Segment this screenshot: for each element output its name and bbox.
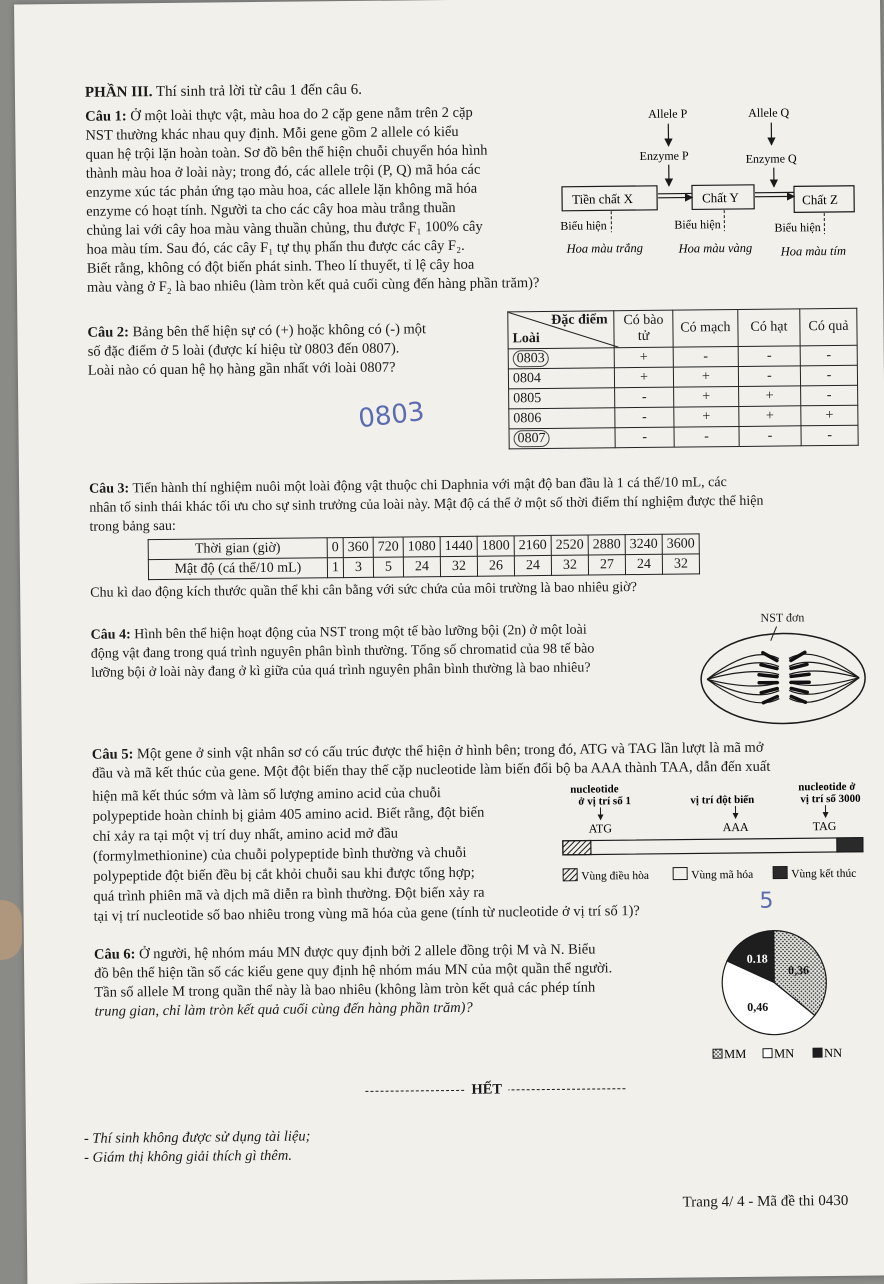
table-cell: + bbox=[739, 406, 801, 427]
table-cell: 1440 bbox=[440, 536, 477, 556]
table-cell: 0 bbox=[327, 538, 343, 558]
gene-structure-diagram bbox=[560, 778, 871, 891]
notes bbox=[84, 1127, 311, 1167]
table-cell: 3 bbox=[343, 557, 373, 577]
expression-label-x: Biểu hiện bbox=[560, 218, 606, 232]
q1-line: màu vàng ở F₂ là bao nhiêu (làm tròn kết quả cuối cùng đến hàng phần trăm)? bbox=[87, 274, 547, 298]
substance-z: Chất Z bbox=[802, 192, 838, 207]
table-cell: 26 bbox=[477, 556, 514, 576]
handwritten-answer-q2: 0803 bbox=[357, 397, 426, 434]
question-1 bbox=[85, 103, 547, 298]
footer-code: 0430 bbox=[818, 1193, 848, 1209]
pathway-diagram bbox=[553, 100, 867, 263]
table-cell: - bbox=[615, 427, 674, 448]
q5-last-line: tại vị trí nucleotide số bao nhiêu trong vùng mã hóa của gene (tính từ nucleotide ở vị trí số 1)? bbox=[93, 900, 813, 927]
question-6 bbox=[94, 939, 715, 1021]
genotype-pie-chart bbox=[710, 924, 871, 1066]
q6-line: Tần số allele M trong quần thể này là bao nhiêu (không làm tròn kết quả các phép tính bbox=[94, 980, 595, 1001]
table-cell: 24 bbox=[625, 554, 662, 574]
nucleotide-3000-label: nucleotide ở bbox=[798, 781, 856, 794]
table-cell: - bbox=[801, 425, 858, 446]
table-cell: - bbox=[739, 426, 801, 447]
table-cell: 2520 bbox=[551, 535, 588, 555]
table-cell: 3240 bbox=[625, 534, 662, 554]
row-label: Mật độ (cá thể/10 mL) bbox=[148, 558, 327, 580]
aaa-codon: AAA bbox=[723, 820, 749, 834]
q5-line: quá trình phiên mã và dịch mã diễn ra bình thường. Đột biến xảy ra bbox=[93, 882, 553, 907]
nucleotide-1-label: nucleotide bbox=[570, 783, 619, 796]
legend-swatch-nn bbox=[813, 1048, 822, 1057]
tag-codon: TAG bbox=[813, 819, 837, 833]
allele-p-label: Allele P bbox=[648, 106, 687, 120]
table-cell: + bbox=[673, 366, 738, 387]
table-corner-cell bbox=[508, 311, 615, 349]
table-cell: 24 bbox=[403, 557, 440, 577]
q2-label: Câu 2: bbox=[87, 324, 129, 340]
handwritten-answer-q5: 5 bbox=[759, 889, 773, 914]
enzyme-q-label: Enzyme Q bbox=[746, 151, 797, 166]
table-header: Có quả bbox=[800, 308, 857, 346]
yellow-flower-label: Hoa màu vàng bbox=[678, 241, 753, 256]
q5-line: (formylmethionine) của chuỗi polypeptide bình thường và chuỗi bbox=[93, 842, 553, 867]
page-footer bbox=[683, 1192, 849, 1213]
table-cell: - bbox=[800, 365, 857, 386]
q4-line: động vật đang trong quá trình nguyên phân bình thường. Tổng số chromatid của 98 tế bào bbox=[91, 638, 691, 663]
q3-line: nhân tố sinh thái khác tối ưu cho sự sinh trưởng của loài này. Mật độ cá thể ở một số thời điểm thí nghiệm được thể hiện bbox=[89, 491, 869, 518]
table-row bbox=[509, 425, 858, 449]
table-cell: 360 bbox=[343, 537, 373, 557]
table-cell: 5 bbox=[373, 557, 403, 577]
row-species: 0805 bbox=[509, 388, 615, 409]
table-cell: + bbox=[674, 386, 739, 407]
q5-body bbox=[92, 782, 553, 907]
q6-line: Ở người, hệ nhóm máu MN được quy định bởi 2 allele đồng trội M và N. Biểu bbox=[139, 941, 596, 962]
table-cell: - bbox=[800, 345, 857, 366]
legend-label-nn: NN bbox=[824, 1046, 842, 1060]
table-cell: 3600 bbox=[662, 534, 699, 554]
legend-swatch-mn bbox=[763, 1049, 772, 1058]
row-species: 0803 bbox=[513, 349, 549, 366]
table-cell: 32 bbox=[440, 556, 477, 576]
legend-label-mm: MM bbox=[724, 1047, 746, 1061]
table-cell: 2880 bbox=[588, 535, 625, 555]
purple-flower-label: Hoa màu tím bbox=[780, 244, 846, 259]
q5-line: polypeptide đột biến đều bị cắt khỏi chuỗi sau khi được tổng hợp; bbox=[93, 862, 553, 887]
q5-line: đầu và mã kết thúc của gene. Một đột biến thay thế cặp nucleotide làm biến đổi bộ ba AAA thành TAA, dẫn đến xuất bbox=[92, 757, 872, 784]
table-cell: + bbox=[739, 386, 801, 407]
q5-line: chỉ xảy ra tại một vị trí duy nhất, amino acid mở đầu bbox=[93, 822, 553, 847]
corner-bottom-label: Loài bbox=[512, 331, 539, 347]
table-cell: 720 bbox=[373, 537, 403, 557]
question-2 bbox=[87, 319, 498, 380]
table-cell: + bbox=[801, 405, 858, 426]
q1-line: enzyme xúc tác phản ứng tạo màu hoa, các allele lặn không mã hóa bbox=[86, 179, 546, 203]
note-line: - Thí sinh không được sử dụng tài liệu; bbox=[84, 1127, 311, 1148]
species-traits-table bbox=[507, 308, 858, 450]
q1-line: thành màu hoa ở loài này; trong đó, các allele trội (P, Q) mã hóa các bbox=[86, 160, 546, 184]
exam-page bbox=[14, 0, 884, 1284]
q2-line: Bảng bên thể hiện sự có (+) hoặc không có (-) một bbox=[133, 321, 427, 340]
row-label: Thời gian (giờ) bbox=[148, 538, 327, 560]
table-cell: + bbox=[614, 347, 673, 368]
q5-line: Một gene ở sinh vật nhân sơ có cấu trúc được thể hiện ở hình bên; trong đó, ATG và TAG lần lượt là mã mở bbox=[137, 740, 764, 763]
q1-line: Ở một loài thực vật, màu hoa do 2 cặp gene nằm trên 2 cặp bbox=[130, 105, 473, 125]
section-title: PHẦN III. bbox=[85, 84, 153, 101]
table-cell: - bbox=[801, 385, 858, 406]
table-cell: 32 bbox=[662, 554, 699, 574]
q2-line: số đặc điểm ở 5 loài (được kí hiệu từ 0803 đến 0807). bbox=[88, 338, 498, 361]
q6-line: đồ bên thể hiện tần số các kiểu gene quy định hệ nhóm máu MN của một quần thể người. bbox=[94, 958, 714, 983]
table-cell: 32 bbox=[551, 555, 588, 575]
q4-line: Hình bên thể hiện hoạt động của NST trong một tế bào lưỡng bội (2n) ở một loài bbox=[134, 623, 587, 643]
table-cell: 1800 bbox=[477, 536, 514, 556]
pie-label-mn: 0,46 bbox=[747, 1000, 768, 1014]
table-cell: 1080 bbox=[403, 537, 440, 557]
q1-line: NST thường khác nhau quy định. Mỗi gene gồm 2 allele có kiểu bbox=[85, 122, 545, 146]
allele-q-label: Allele Q bbox=[748, 105, 789, 119]
q3-line: Tiến hành thí nghiệm nuôi một loài động vật thuộc chi Daphnia với mật độ ban đầu là 1 cá thể/10 mL, các bbox=[132, 475, 726, 496]
table-header: Có hạt bbox=[738, 309, 801, 347]
q2-line: Loài nào có quan hệ họ hàng gần nhất với loài 0807? bbox=[88, 357, 498, 380]
legend-swatch-mm bbox=[713, 1049, 722, 1058]
table-cell: - bbox=[673, 346, 738, 367]
section-subtitle: Thí sinh trả lời từ câu 1 đến câu 6. bbox=[156, 82, 362, 100]
mitosis-cell-figure bbox=[697, 624, 870, 730]
q1-line: hoa màu tím. Sau đó, các cây F₁ tự thụ phấn thu được các cây F₂. bbox=[87, 236, 547, 260]
q1-label: Câu 1: bbox=[85, 108, 127, 124]
nucleotide-1-sublabel: ở vị trí số 1 bbox=[578, 795, 631, 808]
nucleotide-3000-sublabel: vị trí số 3000 bbox=[800, 793, 861, 806]
table-cell: - bbox=[674, 426, 739, 447]
question-5 bbox=[92, 738, 872, 784]
table-cell: - bbox=[615, 387, 674, 408]
footer-page: Trang 4/ 4 - Mã đề thi bbox=[683, 1193, 815, 1210]
corner-top-label: Đặc điểm bbox=[551, 312, 608, 329]
question-4 bbox=[91, 619, 692, 682]
density-table bbox=[148, 533, 700, 580]
q6-line: trung gian, chỉ làm tròn kết quả cuối cùng đến hàng phần trăm)? bbox=[94, 996, 714, 1021]
q5-line: polypeptide hoàn chỉnh bị giảm 405 amino acid. Biết rằng, đột biến bbox=[92, 802, 552, 827]
row-species: 0806 bbox=[509, 408, 615, 429]
table-header: Có bào tử bbox=[614, 310, 673, 348]
q4-label: Câu 4: bbox=[91, 627, 131, 642]
white-flower-label: Hoa màu trắng bbox=[566, 241, 644, 256]
note-line: - Giám thị không giải thích gì thêm. bbox=[84, 1146, 311, 1167]
q3-line: trong bảng sau: bbox=[89, 510, 869, 537]
q5-line: hiện mã kết thúc sớm và làm số lượng amino acid của chuỗi bbox=[92, 782, 552, 807]
q3-question: Chu kì dao động kích thước quần thể khi cân bằng với sức chứa của môi trường là bao nhiêu giờ? bbox=[90, 576, 870, 603]
q1-line: enzyme có hoạt tính. Người ta cho các cây hoa màu trắng thuần bbox=[86, 198, 546, 222]
table-cell: 24 bbox=[514, 555, 551, 575]
table-cell: - bbox=[738, 366, 800, 387]
legend-label-mn: MN bbox=[774, 1046, 794, 1060]
mutation-site-label: vị trí đột biến bbox=[690, 794, 754, 807]
atg-codon: ATG bbox=[589, 821, 613, 835]
table-cell: 27 bbox=[588, 555, 625, 575]
table-cell: + bbox=[615, 367, 674, 388]
enzyme-p-label: Enzyme P bbox=[640, 148, 689, 163]
finger-shadow bbox=[0, 900, 22, 960]
pie-label-mm: 0,36 bbox=[788, 963, 809, 977]
table-cell: 1 bbox=[327, 558, 343, 578]
end-marker: HẾT bbox=[465, 1080, 508, 1099]
expression-label-z: Biểu hiện bbox=[774, 220, 820, 234]
question-3 bbox=[89, 472, 870, 537]
table-cell: - bbox=[615, 407, 674, 428]
q5-label: Câu 5: bbox=[92, 746, 134, 762]
expression-label-y: Biểu hiện bbox=[674, 217, 720, 231]
q1-line: quan hệ trội lặn hoàn toàn. Sơ đồ bên thể hiện chuỗi chuyển hóa hình bbox=[86, 141, 546, 165]
q6-label: Câu 6: bbox=[94, 946, 136, 962]
q4-line: lưỡng bội ở loài này đang ở kì giữa của quá trình nguyên phân bình thường là bao nhiêu? bbox=[91, 657, 691, 682]
nst-label: NST đơn bbox=[760, 610, 804, 625]
legend-coding: Vùng mã hóa bbox=[691, 869, 753, 882]
q1-line: Biết rằng, không có đột biến phát sinh. Theo lí thuyết, tỉ lệ cây hoa bbox=[87, 255, 547, 279]
legend-regulatory: Vùng điều hòa bbox=[581, 869, 649, 883]
pie-label-nn: 0.18 bbox=[747, 952, 768, 966]
substrate-x: Tiền chất X bbox=[572, 191, 634, 207]
q1-line: chủng lai với cây hoa màu vàng thuần chủng, thu được F₁ 100% cây bbox=[86, 217, 546, 241]
table-cell: + bbox=[674, 406, 739, 427]
legend-terminator: Vùng kết thúc bbox=[791, 867, 856, 881]
table-cell: 2160 bbox=[514, 535, 551, 555]
row-species: 0807 bbox=[514, 429, 550, 446]
table-cell: - bbox=[738, 346, 800, 367]
table-header: Có mạch bbox=[673, 309, 738, 347]
substance-y: Chất Y bbox=[702, 190, 739, 205]
row-species: 0804 bbox=[508, 368, 614, 389]
section-heading bbox=[85, 76, 785, 102]
q3-label: Câu 3: bbox=[89, 481, 129, 496]
